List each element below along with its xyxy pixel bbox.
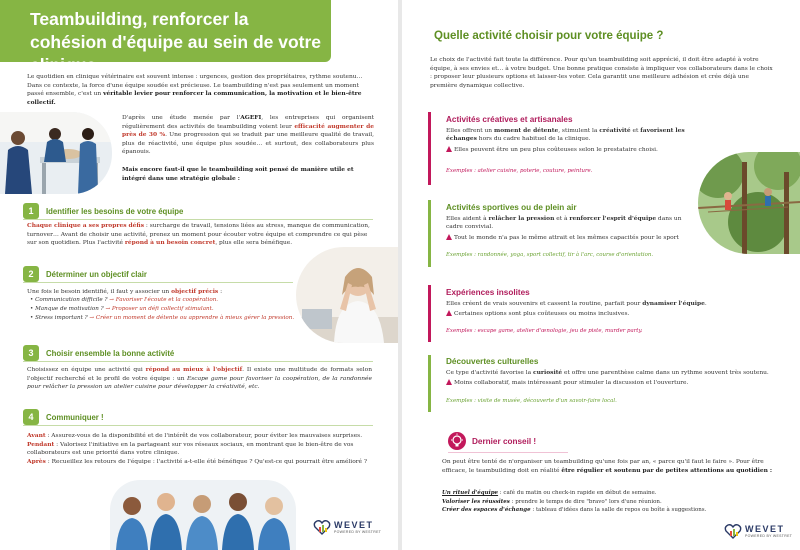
- intro-paragraph: Le quotidien en clinique vétérinaire est souvent intense : urgences, gestion des propriétaires, rythme soutenu… Dans ce contexte, la force d'une équipe soudée est précieuse. Le teambuilding n'est pas seulement un moment passé ensemble, c'est un véritable levier pour renforcer la communication, la motivation et le bien-être collectif.: [27, 74, 363, 106]
- section-accent-bar: [428, 355, 431, 412]
- section-divider: [23, 425, 373, 426]
- section-title-3: Choisir ensemble la bonne activité: [46, 349, 175, 358]
- advice-divider: [448, 452, 568, 453]
- activity-warning-unusual: Certaines options sont plus coûteuses ou moins inclusives.: [446, 310, 776, 318]
- activity-title-creative: Activités créatives et artisanales: [446, 115, 573, 124]
- intro-paragraph: Le choix de l'activité fait toute la différence. Pour qu'un teambuilding soit apprécié, il doit être adapté à votre équipe, à ses envies et… à votre budget. Une bonne pratique consiste à impliquer vos collaborateurs dans le choix : proposer leur plusieurs options et laisser-les voter. Cela garantit une meilleure adhésion et crée déjà une première dynamique collective.: [430, 57, 773, 89]
- lightbulb-icon: [448, 432, 466, 450]
- activity-examples-creative: Exemples : atelier cuisine, poterie, couture, peinture.: [446, 168, 593, 174]
- strategy-question: Mais encore faut-il que le teambuilding soit pensé de manière utile et intégré dans une stratégie globale :: [122, 166, 354, 182]
- warning-icon: [446, 379, 452, 385]
- section-text-3: Choisissez en équipe une activité qui répond au mieux à l'objectif. Il existe une multitude de formats selon l'objectif recherché et le profil de votre équipe : un Escape game pour favoriser la coopération, de la randonnée pour relâcher la pression un atelier cuisine pour développer la créativité, etc.: [27, 366, 372, 391]
- step-number-3: 3: [23, 345, 39, 361]
- section-title-2: Déterminer un objectif clair: [46, 270, 147, 279]
- section-divider: [23, 282, 293, 283]
- agefi-paragraph: D'après une étude menée par l'AGEFI, les entreprises qui organisent régulièrement des activités de teambuilding voient leur efficacité augmenter de près de 30 %. Une progression qui se traduit par une meilleure qualité de travail, plus de réactivité, une équipe plus soudée… et surtout, des collaborateurs plus épanouis.: [122, 114, 374, 156]
- team-photo: [110, 480, 296, 550]
- warning-icon: [446, 310, 452, 316]
- activity-warning-culture: Moins collaboratif, mais intéressant pour stimuler la discussion et l'ouverture.: [446, 379, 781, 387]
- wevet-logo: WEVET POWERED BY WESTRET: [724, 522, 792, 540]
- section-accent-bar: [428, 285, 431, 342]
- right-page: [402, 0, 800, 550]
- advice-text: On peut être tenté de n'organiser un teambuilding qu'une fois par an, « parce qu'il faut le faire ». Pour être efficace, le teambuilding doit en réalité être régulier et soutenu par de petites attentions au quotidien :: [442, 459, 773, 474]
- treetop-adventure-photo: [698, 152, 800, 254]
- step-number-2: 2: [23, 266, 39, 282]
- vet-clinic-photo: [0, 112, 112, 194]
- page-title: Teambuilding, renforcer la cohésion d'équipe au sein de votre clinique: [30, 9, 322, 75]
- section-divider: [23, 219, 373, 220]
- activity-warning-sport: Tout le monde n'a pas le même attrait et les mêmes capacités pour le sport: [446, 234, 696, 242]
- stethoscope-heart-icon: [313, 518, 331, 536]
- section-text-4: Avant : Assurez-vous de la disponibilité et de l'intérêt de vos collaborateur, pour éviter les mauvaises surprises. Pendant : Valorisez l'initiative en la partageant sur vos réseaux sociaux, en montrant que le bien-être de vos collaborateurs est une priorité dans votre clinique. Après : Recueillez les retours de l'équipe : l'activité a-t-elle été bénéfique ? Qu'est-ce qui pourrait être amélioré ?: [27, 432, 368, 465]
- activity-title-culture: Découvertes culturelles: [446, 357, 539, 366]
- section-divider: [23, 361, 373, 362]
- section-accent-bar: [428, 112, 431, 185]
- activity-examples-sport: Exemples : randonnée, yoga, sport collectif, tir à l'arc, course d'orientation.: [446, 252, 654, 258]
- activity-text-creative: Elles offrent un moment de détente, stimulent la créativité et favorisent les échanges hors du cadre habituel de la clinique.: [446, 127, 685, 143]
- tips-list: [442, 489, 762, 515]
- list-item: Créer des espaces d'échange : tableau d'idées dans la salle de repos ou boîte à suggestions.: [442, 507, 707, 514]
- title-banner: [0, 0, 331, 75]
- step-number-4: 4: [23, 409, 39, 425]
- step-number-1: 1: [23, 203, 39, 219]
- warning-icon: [446, 234, 452, 240]
- stressed-worker-photo: [296, 247, 398, 343]
- activity-title-unusual: Expériences insolites: [446, 288, 530, 297]
- activity-warning-creative: Elles peuvent être un peu plus coûteuses selon le prestataire choisi.: [446, 146, 691, 154]
- section-title-1: Identifier les besoins de votre équipe: [46, 207, 184, 216]
- advice-title: Dernier conseil !: [472, 437, 537, 446]
- activity-text-sport: Elles aident à relâcher la pression et à renforcer l'esprit d'équipe dans un cadre convivial.: [446, 215, 682, 231]
- section-text-1: Chaque clinique a ses propres défis : surcharge de travail, tensions liées au stress, manque de communication, turnover… Avant de choisir une activité, prenez un moment pour écouter votre équipe et comprendre ce qui pèse sur son quotidien. Plus l'activité répond à un besoin concret, plus elle sera bénéfique.: [27, 222, 370, 247]
- section-text-2: Une fois le besoin identifié, il faut y associer un objectif précis :: [27, 288, 223, 295]
- activity-examples-culture: Exemples : visite de musée, découverte d'un savoir-faire local.: [446, 398, 617, 404]
- list-item: • Communication difficile ? → Favoriser l'écoute et la coopération.: [30, 297, 219, 303]
- wevet-logo: WEVET POWERED BY WESTRET: [313, 518, 381, 536]
- section-accent-bar: [428, 200, 431, 267]
- activity-text-unusual: Elles créent de vrais souvenirs et cassent la routine, parfait pour dynamiser l'équipe.: [446, 300, 707, 307]
- stethoscope-heart-icon: [724, 522, 742, 540]
- activity-text-culture: Ce type d'activité favorise la curiosité et offre une parenthèse calme dans un rythme souvent très soutenu.: [446, 369, 769, 376]
- page-title: Quelle activité choisir pour votre équipe ?: [434, 30, 664, 42]
- list-item: • Manque de motivation ? → Proposer un défi collectif stimulant.: [30, 306, 214, 312]
- list-item: • Stress important ? → Créer un moment de détente ou apprendre à mieux gérer la pression.: [30, 315, 295, 321]
- list-item: Un rituel d'équipe : café du matin ou check-in rapide en début de semaine.: [442, 490, 657, 496]
- section-title-4: Communiquer !: [46, 413, 104, 422]
- warning-icon: [446, 146, 452, 152]
- list-item: Valoriser les réussites : prendre le temps de dire "bravo" lors d'une réunion.: [442, 498, 662, 505]
- activity-examples-unusual: Exemples : escape game, atelier d'œnologie, jeu de piste, murder party.: [446, 328, 643, 334]
- objective-list: [30, 296, 300, 323]
- left-page: [0, 0, 398, 550]
- activity-title-sport: Activités sportives ou de plein air: [446, 203, 577, 212]
